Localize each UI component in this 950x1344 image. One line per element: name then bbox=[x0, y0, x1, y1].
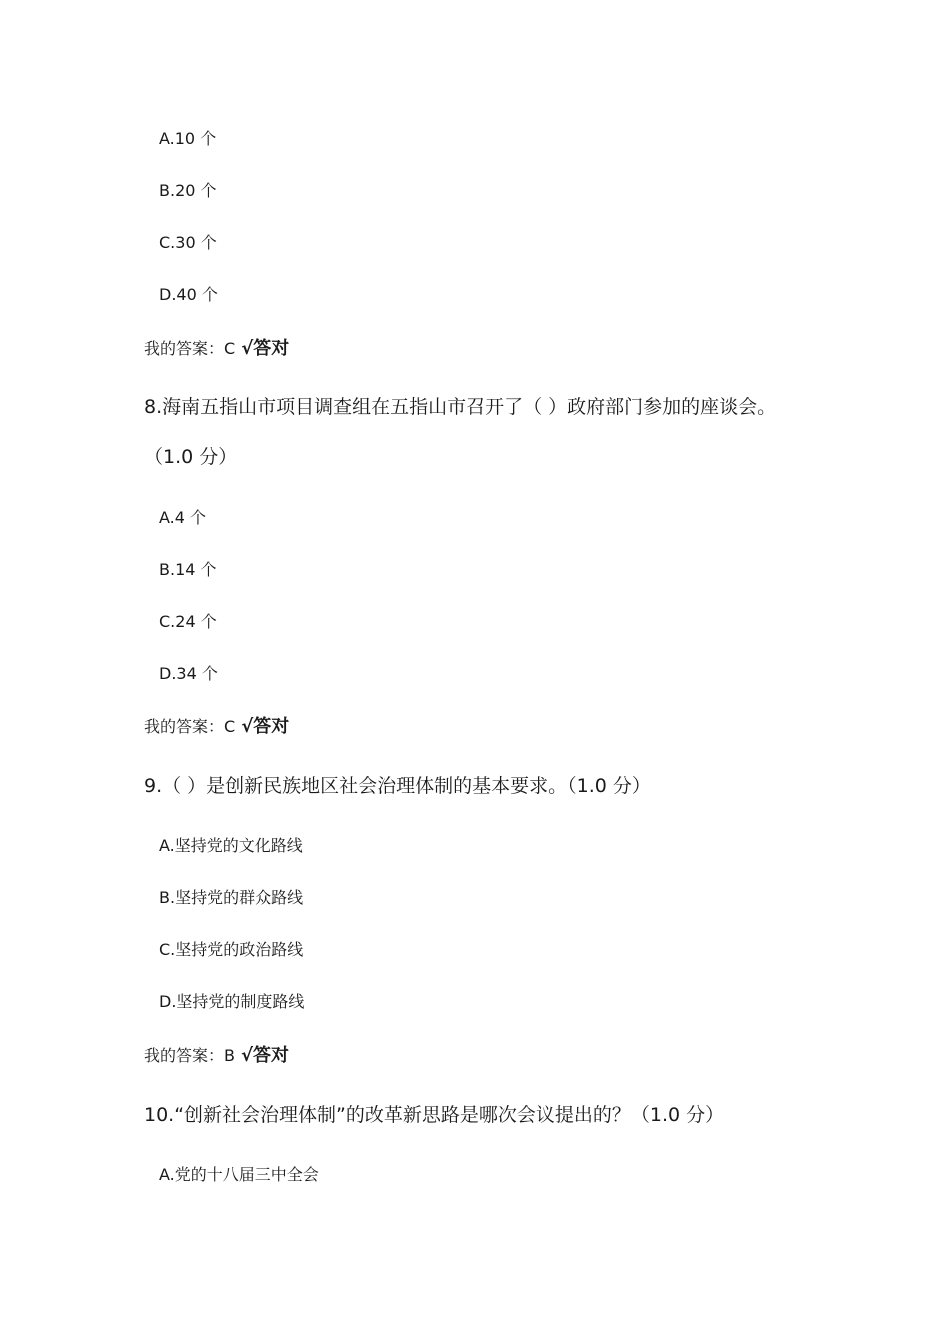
q9-option-c: C.坚持党的政治路线 bbox=[159, 940, 304, 959]
q9-option-a: A.坚持党的文化路线 bbox=[159, 836, 303, 855]
q8-answer bbox=[144, 718, 289, 736]
q9-option-d: D.坚持党的制度路线 bbox=[159, 992, 305, 1011]
q7-answer bbox=[144, 340, 289, 358]
q8-title-line2: （1.0 分） bbox=[144, 446, 238, 468]
q8-option-d: D.34 个 bbox=[159, 664, 218, 683]
q10-title: 10.“创新社会治理体制”的改革新思路是哪次会议提出的？（1.0 分） bbox=[144, 1104, 725, 1126]
q7-option-c: C.30 个 bbox=[159, 233, 217, 252]
q7-option-b: B.20 个 bbox=[159, 181, 217, 200]
q9-answer-mark: √答对 bbox=[240, 1045, 289, 1066]
q8-option-a: A.4 个 bbox=[159, 508, 207, 527]
q9-option-b: B.坚持党的群众路线 bbox=[159, 888, 304, 907]
q9-answer bbox=[144, 1047, 289, 1065]
q7-option-a: A.10 个 bbox=[159, 129, 217, 148]
q10-option-a: A.党的十八届三中全会 bbox=[159, 1165, 319, 1184]
q8-option-c: C.24 个 bbox=[159, 612, 217, 631]
q9-title: 9.（ ）是创新民族地区社会治理体制的基本要求。（1.0 分） bbox=[144, 775, 651, 797]
q8-answer-mark: √答对 bbox=[241, 716, 290, 737]
q7-option-d: D.40 个 bbox=[159, 285, 218, 304]
q9-answer-label: 我的答案：B bbox=[144, 1046, 235, 1065]
q7-answer-mark: √答对 bbox=[241, 338, 290, 359]
q8-title-line1: 8.海南五指山市项目调查组在五指山市召开了（ ）政府部门参加的座谈会。 bbox=[144, 396, 777, 418]
q8-answer-label: 我的答案：C bbox=[144, 717, 236, 736]
q8-option-b: B.14 个 bbox=[159, 560, 217, 579]
q7-answer-label: 我的答案：C bbox=[144, 339, 236, 358]
